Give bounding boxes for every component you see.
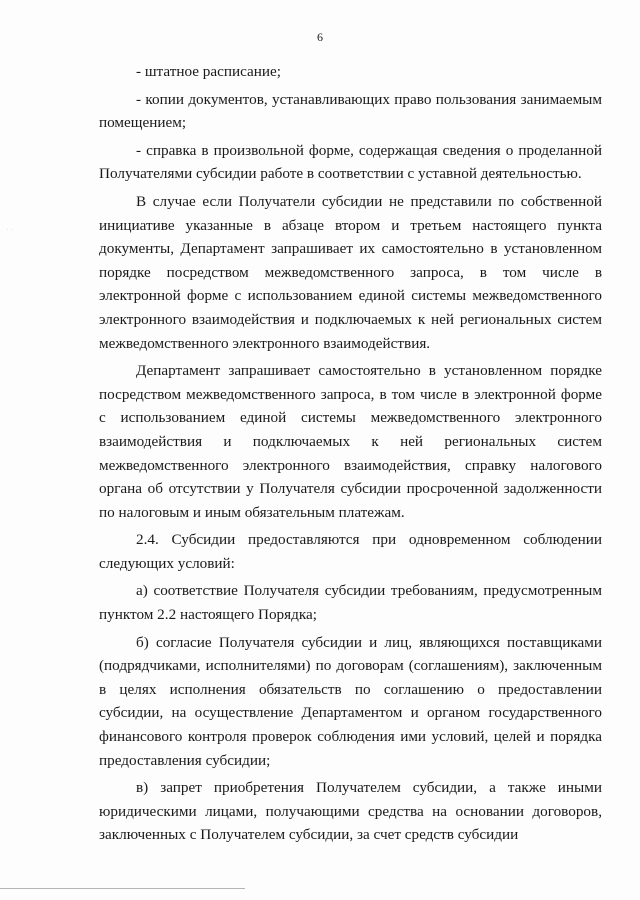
- paragraph-premises-documents: - копии документов, устанавливающих право пользования занимаемым помещением;: [99, 90, 602, 132]
- paragraph-staff-schedule: - штатное расписание;: [136, 63, 282, 80]
- footnote-rule: [0, 888, 245, 889]
- paragraph-condition-a: а) соответствие Получателя субсидии требованиям, предусмотренным пунктом 2.2 настоящего Порядка;: [99, 582, 602, 624]
- page-number: 6: [317, 30, 323, 44]
- paragraph-activity-certificate: - справка в произвольной форме, содержащая сведения о проделанной Получателями субсидии работе в соответствии с уставной деятельностью.: [99, 141, 602, 183]
- paragraph-interagency-request: В случае если Получатели субсидии не представили по собственной инициативе указанные в абзаце втором и третьем настоящего пункта документы, Департамент запрашивает их самостоятельно в установленном порядке посредством межведомственного запроса, в том числе в электронной форме с использованием единой системы межведомственного электронного взаимодействия и подключаемых к ней региональных систем межведомственного электронного взаимодействия.: [99, 192, 602, 352]
- paragraph-tax-certificate: Департамент запрашивает самостоятельно в установленном порядке посредством межведомственного запроса, в том числе в электронной форме с использованием единой системы межведомственного электронного взаимодействия и подключаемых к ней региональных систем межведомственного электронного взаимодействия, справку налогового органа об отсутствии у Получателя субсидии просроченной задолженности по налоговым и иным обязательным платежам.: [99, 362, 602, 521]
- paragraph-condition-b: б) согласие Получателя субсидии и лиц, являющихся поставщиками (подрядчиками, исполнителями) по договорам (соглашениям), заключенным в целях исполнения обязательств по соглашению о предоставлении субсидии, на осуществление Департаментом и органом государственного финансового контроля проверок соблюдения ими условий, целей и порядка предоставления субсидии;: [99, 633, 602, 769]
- paragraph-section-2-4: 2.4. Субсидии предоставляются при одновременном соблюдении следующих условий:: [99, 531, 602, 572]
- paragraph-condition-v: в) запрет приобретения Получателем субсидии, а также иными юридическими лицами, получающими средства на основании договоров, заключенных с Получателем субсидии, за счет средств субсидии: [99, 779, 602, 844]
- document-body: [99, 60, 602, 847]
- margin-scan-marks: ˈ ˈ: [6, 228, 13, 236]
